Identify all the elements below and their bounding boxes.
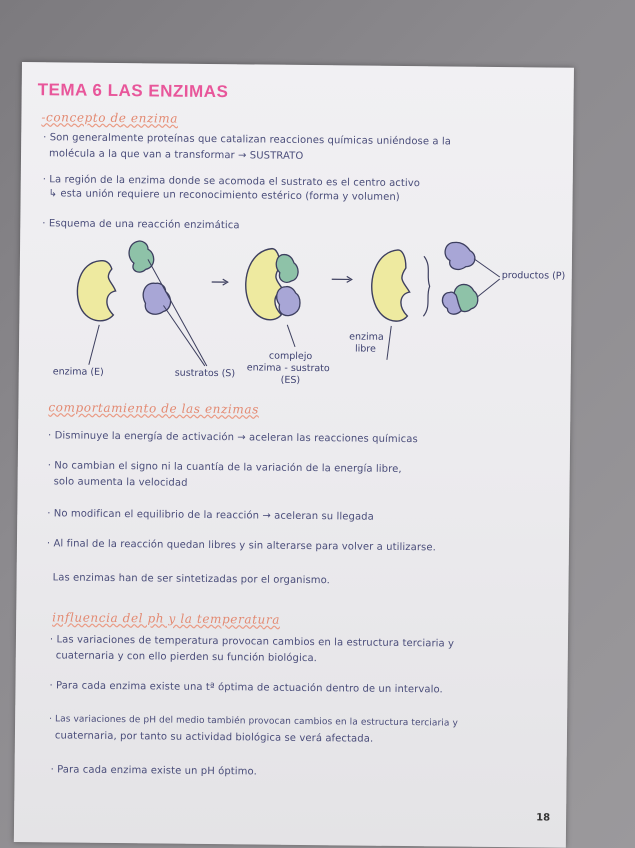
free-enzyme-shape: [371, 250, 410, 322]
text-line: · Las variaciones de temperatura provocan cambios en la estructura terciaria y: [49, 634, 455, 650]
text-line: cuaternaria y con ello pierden su función biológica.: [55, 650, 318, 665]
notebook-page: [14, 62, 574, 848]
label-products: productos (P): [501, 270, 566, 282]
text-line: · Al final de la reacción quedan libres y sin alterarse para volver a utilizarse.: [46, 538, 436, 554]
label-free-2: libre: [354, 343, 376, 355]
text-line: · Son generalmente proteínas que catalizan reacciones químicas uniéndose a la: [43, 132, 452, 148]
complex-purple-shape: [276, 286, 300, 315]
text-line: Las enzimas han de ser sintetizadas por el organismo.: [52, 572, 331, 587]
text-line: · Esquema de una reacción enzimática: [42, 218, 240, 232]
section-heading-influencia: influencia del ph y la temperatura: [52, 610, 281, 627]
text-line: · Para cada enzima existe un pH óptimo.: [50, 764, 257, 778]
text-line: molécula a la que van a transformar → SUSTRATO: [48, 148, 304, 162]
section-heading-concepto: -concepto de enzima: [41, 110, 179, 126]
text-line: cuaternaria, por tanto su actividad biológica se verá afectada.: [54, 730, 374, 745]
section-heading-comportamiento: comportamiento de las enzimas: [48, 400, 259, 417]
label-substrates: sustratos (S): [174, 367, 236, 380]
label-complex-3: (ES): [280, 374, 301, 386]
text-line: · Para cada enzima existe una tª óptima de actuación dentro de un intervalo.: [49, 680, 443, 696]
text-line: · Disminuye la energía de activación → aceleran las reacciones químicas: [48, 430, 418, 446]
text-line: · La región de la enzima donde se acomoda el sustrato es el centro activo: [42, 174, 421, 190]
page-title: TEMA 6 LAS ENZIMAS: [37, 80, 229, 102]
enzyme-shape: [77, 260, 116, 321]
label-enzyme: enzima (E): [52, 366, 104, 378]
text-line: solo aumenta la velocidad: [53, 476, 188, 489]
text-line: · No modifican el equilibrio de la reacción → aceleran su llegada: [47, 508, 374, 523]
product-purple-top-shape: [445, 242, 475, 269]
text-line: ↳ esta unión requiere un reconocimiento estérico (forma y volumen): [48, 188, 400, 203]
label-complex-1: complejo: [268, 350, 313, 363]
page-number: 18: [536, 812, 551, 824]
label-free-1: enzima: [349, 331, 384, 343]
text-line: · No cambian el signo ni la cuantía de la variación de la energía libre,: [47, 460, 402, 475]
label-complex-2: enzima - sustrato: [246, 362, 330, 375]
substrate-green-shape: [129, 241, 154, 272]
complex-green-shape: [276, 254, 298, 282]
text-line: · Las variaciones de pH del medio también provocan cambios en la estructura terciaria y: [49, 714, 458, 729]
